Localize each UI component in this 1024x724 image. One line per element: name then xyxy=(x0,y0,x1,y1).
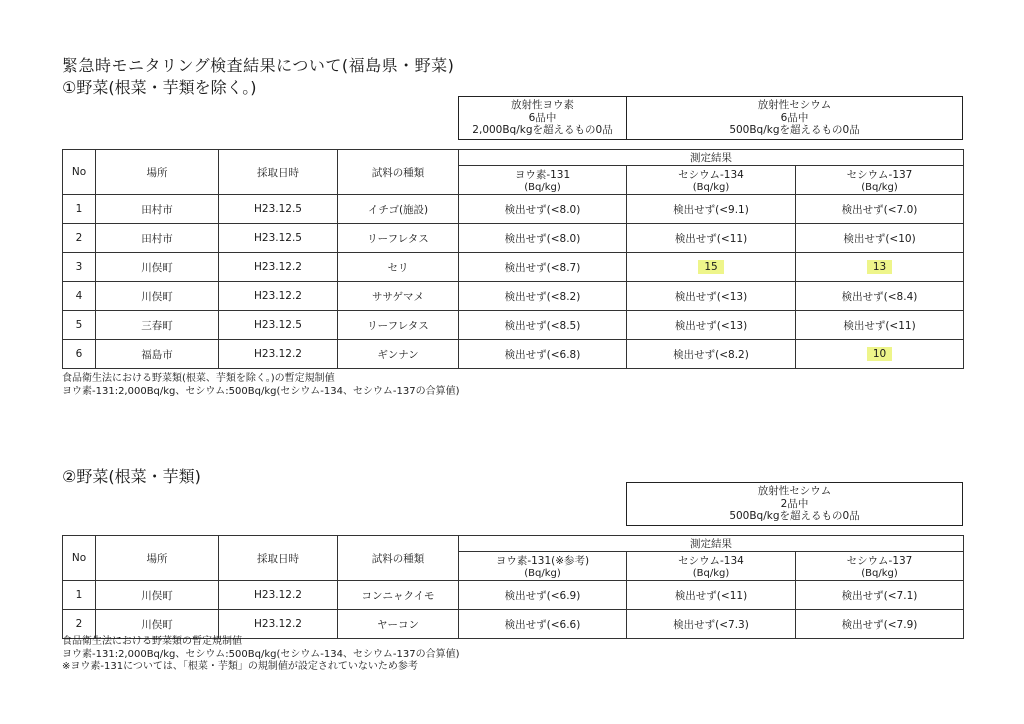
row-no xyxy=(63,581,96,610)
row-date xyxy=(219,340,338,369)
row-cs137 xyxy=(796,610,964,639)
row-sample-value: リーフレタス xyxy=(367,319,429,332)
section2-table xyxy=(62,535,964,639)
unit-label: (Bq/kg) xyxy=(692,182,730,193)
row-sample-value: コンニャクイモ xyxy=(361,589,435,602)
row-date-value: H23.12.5 xyxy=(254,232,302,244)
header-i131: ヨウ素-131 (Bq/kg) xyxy=(459,166,627,195)
row-place-value: 川俣町 xyxy=(141,261,173,274)
header-no: No xyxy=(63,150,96,195)
row-no xyxy=(63,311,96,340)
row-no xyxy=(63,282,96,311)
row-date xyxy=(219,224,338,253)
row-i131 xyxy=(459,581,627,610)
row-cs137 xyxy=(796,253,964,282)
row-date-value: H23.12.5 xyxy=(254,203,302,215)
row-cs134-value: 検出せず(<13) xyxy=(674,319,748,332)
header-result: 測定結果 xyxy=(459,536,964,552)
unit-label: (Bq/kg) xyxy=(861,568,898,579)
page-title: 緊急時モニタリング検査結果について(福島県・野菜) xyxy=(62,56,455,75)
header-cs137: セシウム-137 (Bq/kg) xyxy=(796,552,964,581)
row-cs134-value: 検出せず(<13) xyxy=(674,290,748,303)
row-sample-value: ヤーコン xyxy=(377,618,419,631)
row-cs134 xyxy=(627,282,796,311)
row-no xyxy=(63,610,96,639)
row-cs137-value: 検出せず(<10) xyxy=(843,232,916,245)
row-sample xyxy=(338,610,459,639)
header-cs134: セシウム-134 (Bq/kg) xyxy=(627,166,796,195)
row-no-value: 1 xyxy=(75,589,83,601)
row-no-value: 5 xyxy=(75,319,83,331)
section1-rows xyxy=(63,195,964,369)
row-cs137-value: 13 xyxy=(867,260,892,274)
cesium-summary-count: 6品中 xyxy=(780,111,809,124)
unit-label: (Bq/kg) xyxy=(861,182,898,193)
section2-summary xyxy=(626,482,963,526)
row-place xyxy=(96,610,219,639)
cesium-summary-label: 放射性セシウム xyxy=(757,485,832,498)
row-cs137-value: 検出せず(<7.9) xyxy=(841,618,918,631)
note-line: ヨウ素-131:2,000Bq/kg、セシウム:500Bq/kg(セシウム-134、セシウム-137の合算値) xyxy=(62,385,460,397)
row-cs134 xyxy=(627,224,796,253)
table-row xyxy=(63,610,964,639)
row-cs134-value: 検出せず(<11) xyxy=(674,589,748,602)
row-i131 xyxy=(459,340,627,369)
row-cs134-value: 検出せず(<11) xyxy=(674,232,748,245)
section1-heading: ①野菜(根菜・芋類を除く。) xyxy=(62,78,257,97)
row-place-value: 川俣町 xyxy=(141,618,173,631)
row-i131-value: 検出せず(<8.2) xyxy=(504,290,581,303)
iodine-summary-label: 放射性ヨウ素 xyxy=(511,99,574,112)
row-cs137-value: 検出せず(<8.4) xyxy=(841,290,918,303)
row-place-value: 三春町 xyxy=(141,319,173,332)
row-date xyxy=(219,311,338,340)
row-sample-value: ギンナン xyxy=(377,348,419,361)
header-sample: 試料の種類 xyxy=(338,150,459,195)
header-cs137: セシウム-137 (Bq/kg) xyxy=(796,166,964,195)
header-no: No xyxy=(63,536,96,581)
row-place xyxy=(96,253,219,282)
row-place-value: 川俣町 xyxy=(141,290,173,303)
row-no-value: 1 xyxy=(75,203,83,215)
row-cs134 xyxy=(627,253,796,282)
row-i131 xyxy=(459,195,627,224)
row-place-value: 川俣町 xyxy=(141,589,173,602)
row-date-value: H23.12.2 xyxy=(254,618,302,630)
header-result: 測定結果 xyxy=(459,150,964,166)
row-cs134-value: 検出せず(<7.3) xyxy=(673,618,749,631)
row-i131 xyxy=(459,311,627,340)
row-no xyxy=(63,253,96,282)
row-i131-value: 検出せず(<8.7) xyxy=(504,261,581,274)
row-place xyxy=(96,581,219,610)
row-i131 xyxy=(459,253,627,282)
row-no xyxy=(63,340,96,369)
row-sample xyxy=(338,340,459,369)
row-place xyxy=(96,224,219,253)
row-cs134 xyxy=(627,195,796,224)
header-cs134: セシウム-134 (Bq/kg) xyxy=(627,552,796,581)
row-cs134-value: 検出せず(<9.1) xyxy=(673,203,749,216)
section1-table xyxy=(62,149,964,369)
row-sample xyxy=(338,195,459,224)
row-cs137 xyxy=(796,195,964,224)
section2-heading: ②野菜(根菜・芋類) xyxy=(62,467,201,486)
row-no-value: 3 xyxy=(75,261,83,273)
section2-rows xyxy=(63,581,964,639)
header-i131: ヨウ素-131(※参考) (Bq/kg) xyxy=(459,552,627,581)
row-sample xyxy=(338,581,459,610)
row-i131 xyxy=(459,610,627,639)
row-cs134-value: 15 xyxy=(698,260,723,274)
row-date xyxy=(219,610,338,639)
row-date-value: H23.12.5 xyxy=(254,319,302,331)
table-row xyxy=(63,581,964,610)
row-no-value: 2 xyxy=(75,232,83,244)
row-date xyxy=(219,282,338,311)
row-i131-value: 検出せず(<6.6) xyxy=(504,618,581,631)
row-cs134 xyxy=(627,581,796,610)
row-no xyxy=(63,224,96,253)
row-sample xyxy=(338,253,459,282)
row-cs134 xyxy=(627,311,796,340)
cesium-summary-count: 2品中 xyxy=(780,497,809,510)
row-no-value: 2 xyxy=(75,618,83,630)
row-sample xyxy=(338,311,459,340)
row-sample-value: セリ xyxy=(387,261,409,274)
header-date: 採取日時 xyxy=(219,536,338,581)
row-place xyxy=(96,340,219,369)
note-line: ※ヨウ素-131については、「根菜・芋類」の規制値が設定されていないため参考 xyxy=(62,661,418,672)
row-place-value: 福島市 xyxy=(141,348,173,361)
row-sample xyxy=(338,224,459,253)
row-sample-value: イチゴ(施設) xyxy=(367,203,429,216)
row-no-value: 4 xyxy=(75,290,83,302)
row-i131 xyxy=(459,282,627,311)
row-no xyxy=(63,195,96,224)
cesium-summary-exceed: 500Bq/kgを超えるもの0品 xyxy=(729,510,860,523)
table-row xyxy=(63,340,964,369)
table-row xyxy=(63,253,964,282)
row-place xyxy=(96,195,219,224)
row-no-value: 6 xyxy=(75,348,83,360)
row-i131-value: 検出せず(<8.5) xyxy=(504,319,581,332)
header-place: 場所 xyxy=(96,536,219,581)
row-date xyxy=(219,581,338,610)
row-cs134 xyxy=(627,340,796,369)
row-i131-value: 検出せず(<6.8) xyxy=(504,348,581,361)
note-line: 食品衛生法における野菜類の暫定規制値 xyxy=(62,636,242,647)
row-sample xyxy=(338,282,459,311)
row-place-value: 田村市 xyxy=(141,203,173,216)
row-cs137 xyxy=(796,282,964,311)
note-line: ヨウ素-131:2,000Bq/kg、セシウム:500Bq/kg(セシウム-134、セシウム-137の合算値) xyxy=(62,648,460,660)
row-date-value: H23.12.2 xyxy=(254,290,302,302)
section1-summary xyxy=(458,96,963,140)
row-sample-value: ササゲマメ xyxy=(371,290,425,303)
row-cs137 xyxy=(796,581,964,610)
header-date: 採取日時 xyxy=(219,150,338,195)
note-line: 食品衛生法における野菜類(根菜、芋類を除く。)の暫定規制値 xyxy=(62,373,335,384)
row-date-value: H23.12.2 xyxy=(254,589,302,601)
header-sample: 試料の種類 xyxy=(338,536,459,581)
row-date xyxy=(219,253,338,282)
row-cs134-value: 検出せず(<8.2) xyxy=(673,348,749,361)
row-cs134 xyxy=(627,610,796,639)
row-place xyxy=(96,311,219,340)
table-row xyxy=(63,311,964,340)
cesium-summary-2 xyxy=(627,483,962,525)
row-cs137-value: 10 xyxy=(867,347,892,361)
row-place xyxy=(96,282,219,311)
row-sample-value: リーフレタス xyxy=(367,232,429,245)
row-date-value: H23.12.2 xyxy=(254,261,302,273)
row-date xyxy=(219,195,338,224)
unit-label: (Bq/kg) xyxy=(524,568,561,579)
row-i131-value: 検出せず(<8.0) xyxy=(504,232,581,245)
row-cs137-value: 検出せず(<11) xyxy=(843,319,916,332)
section2-notes xyxy=(62,636,459,674)
iodine-summary-count: 6品中 xyxy=(528,111,557,124)
cesium-summary-exceed: 500Bq/kgを超えるもの0品 xyxy=(729,124,860,137)
header-place: 場所 xyxy=(96,150,219,195)
table-row xyxy=(63,195,964,224)
row-cs137-value: 検出せず(<7.1) xyxy=(841,589,918,602)
section1-notes xyxy=(62,373,459,398)
cesium-summary xyxy=(627,97,962,139)
row-cs137 xyxy=(796,311,964,340)
row-i131-value: 検出せず(<6.9) xyxy=(504,589,581,602)
row-place-value: 田村市 xyxy=(141,232,173,245)
row-i131-value: 検出せず(<8.0) xyxy=(504,203,581,216)
table-row xyxy=(63,224,964,253)
cesium-summary-label: 放射性セシウム xyxy=(757,99,832,112)
row-cs137-value: 検出せず(<7.0) xyxy=(841,203,918,216)
unit-label: (Bq/kg) xyxy=(692,568,730,579)
unit-label: (Bq/kg) xyxy=(524,182,561,193)
row-i131 xyxy=(459,224,627,253)
row-date-value: H23.12.2 xyxy=(254,348,302,360)
iodine-summary xyxy=(459,97,627,139)
row-cs137 xyxy=(796,224,964,253)
table-row xyxy=(63,282,964,311)
iodine-summary-exceed: 2,000Bq/kgを超えるもの0品 xyxy=(472,124,613,137)
row-cs137 xyxy=(796,340,964,369)
